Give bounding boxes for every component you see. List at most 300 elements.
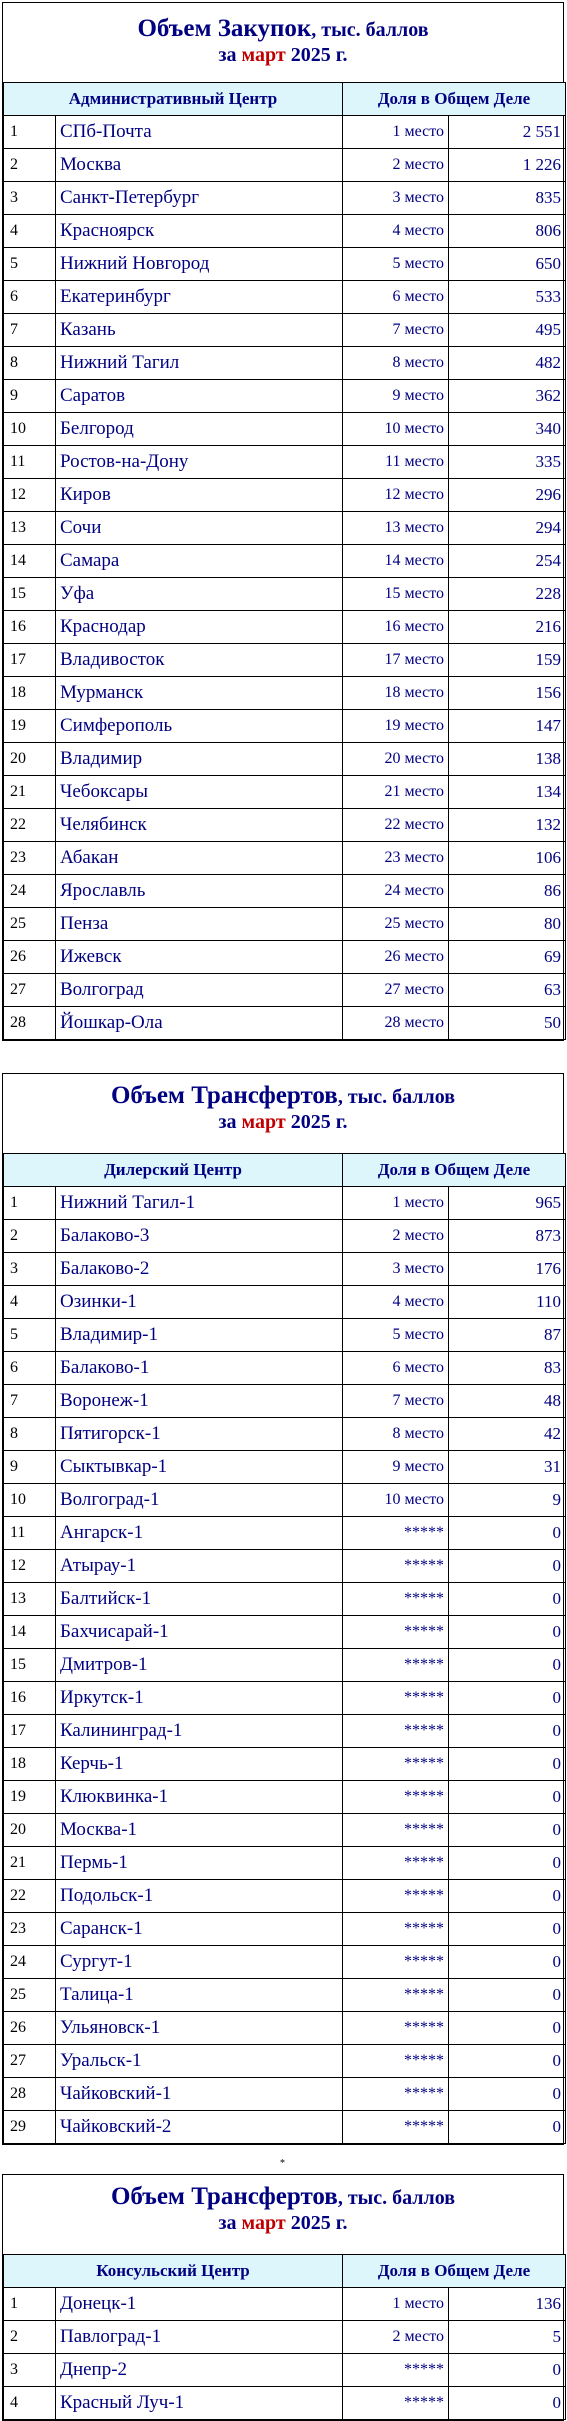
- rank-place: 15 место: [343, 578, 449, 611]
- dealer-transfers-table-block: [2, 1073, 564, 2145]
- center-name: Керчь-1: [56, 1748, 343, 1781]
- rank-place: *****: [343, 2354, 449, 2387]
- center-name: Дмитров-1: [56, 1649, 343, 1682]
- volume-value: 176: [449, 1253, 566, 1286]
- table-row: [4, 413, 566, 446]
- table-row: [4, 1187, 566, 1220]
- row-number: 7: [4, 314, 56, 347]
- table-row: [4, 2354, 566, 2387]
- dealer-transfers-period-prefix: за: [218, 1110, 237, 1133]
- center-name: Симферополь: [56, 710, 343, 743]
- dealer-transfers-header-row: [4, 1154, 566, 1187]
- dealer-transfers-title: [3, 1074, 563, 1153]
- center-name: Балтийск-1: [56, 1583, 343, 1616]
- table-row: [4, 1220, 566, 1253]
- table-row: [4, 314, 566, 347]
- row-number: 6: [4, 1352, 56, 1385]
- consular-transfers-period-month: март: [241, 2211, 286, 2234]
- center-name: Бахчисарай-1: [56, 1616, 343, 1649]
- center-name: Балаково-1: [56, 1352, 343, 1385]
- volume-value: 132: [449, 809, 566, 842]
- rank-place: 11 место: [343, 446, 449, 479]
- center-name: Ангарск-1: [56, 1517, 343, 1550]
- table-row: [4, 182, 566, 215]
- table-row: [4, 116, 566, 149]
- center-name: Мурманск: [56, 677, 343, 710]
- row-number: 18: [4, 677, 56, 710]
- table-row: [4, 446, 566, 479]
- rank-place: 10 место: [343, 1484, 449, 1517]
- rank-place: 25 место: [343, 908, 449, 941]
- center-name: Саранск-1: [56, 1913, 343, 1946]
- consular-transfers-title-suffix: , тыс. баллов: [337, 2187, 456, 2209]
- volume-value: 134: [449, 776, 566, 809]
- table-row: [4, 743, 566, 776]
- row-number: 3: [4, 2354, 56, 2387]
- purchases-table-block: [2, 2, 564, 1041]
- row-number: 23: [4, 1913, 56, 1946]
- volume-value: 9: [449, 1484, 566, 1517]
- center-name: Челябинск: [56, 809, 343, 842]
- center-name: Ульяновск-1: [56, 2012, 343, 2045]
- center-name: Волгоград: [56, 974, 343, 1007]
- table-row: [4, 1286, 566, 1319]
- volume-value: 0: [449, 1946, 566, 1979]
- row-number: 15: [4, 578, 56, 611]
- purchases-col-center: Административный Центр: [4, 83, 343, 116]
- consular-transfers-title: [3, 2175, 563, 2254]
- consular-transfers-title-main: Объем Трансфертов: [110, 2183, 338, 2210]
- center-name: Чайковский-1: [56, 2078, 343, 2111]
- volume-value: 0: [449, 2354, 566, 2387]
- rank-place: *****: [343, 1715, 449, 1748]
- volume-value: 87: [449, 1319, 566, 1352]
- volume-value: 0: [449, 1517, 566, 1550]
- volume-value: 806: [449, 215, 566, 248]
- table-row: [4, 1418, 566, 1451]
- rank-place: *****: [343, 2012, 449, 2045]
- row-number: 15: [4, 1649, 56, 1682]
- center-name: Владивосток: [56, 644, 343, 677]
- volume-value: 294: [449, 512, 566, 545]
- table-row: [4, 2111, 566, 2144]
- center-name: Иркутск-1: [56, 1682, 343, 1715]
- table-row: [4, 1583, 566, 1616]
- center-name: Балаково-2: [56, 1253, 343, 1286]
- volume-value: 110: [449, 1286, 566, 1319]
- volume-value: 156: [449, 677, 566, 710]
- center-name: Киров: [56, 479, 343, 512]
- row-number: 24: [4, 875, 56, 908]
- center-name: Пятигорск-1: [56, 1418, 343, 1451]
- volume-value: 296: [449, 479, 566, 512]
- row-number: 25: [4, 1979, 56, 2012]
- table-row: [4, 1616, 566, 1649]
- table-row: [4, 2321, 566, 2354]
- dealer-transfers-title-suffix: , тыс. баллов: [337, 1086, 456, 1108]
- table-row: [4, 908, 566, 941]
- volume-value: 0: [449, 2012, 566, 2045]
- rank-place: *****: [343, 1946, 449, 1979]
- row-number: 20: [4, 1814, 56, 1847]
- rank-place: 27 место: [343, 974, 449, 1007]
- row-number: 25: [4, 908, 56, 941]
- consular-transfers-col-share: Доля в Общем Деле: [343, 2255, 566, 2288]
- volume-value: 0: [449, 2045, 566, 2078]
- volume-value: 5: [449, 2321, 566, 2354]
- dealer-transfers-title-main: Объем Трансфертов: [110, 1082, 338, 1109]
- volume-value: 0: [449, 1682, 566, 1715]
- rank-place: 17 место: [343, 644, 449, 677]
- table-row: [4, 941, 566, 974]
- center-name: Нижний Тагил: [56, 347, 343, 380]
- purchases-header-row: [4, 83, 566, 116]
- rank-place: 2 место: [343, 149, 449, 182]
- rank-place: 1 место: [343, 2288, 449, 2321]
- rank-place: *****: [343, 1550, 449, 1583]
- row-number: 17: [4, 644, 56, 677]
- table-row: [4, 248, 566, 281]
- table-row: [4, 380, 566, 413]
- table-row: [4, 2078, 566, 2111]
- rank-place: 7 место: [343, 1385, 449, 1418]
- row-number: 14: [4, 545, 56, 578]
- volume-value: 495: [449, 314, 566, 347]
- table-row: [4, 776, 566, 809]
- volume-value: 63: [449, 974, 566, 1007]
- table-row: [4, 1715, 566, 1748]
- volume-value: 0: [449, 2078, 566, 2111]
- table-row: [4, 1682, 566, 1715]
- rank-place: 2 место: [343, 2321, 449, 2354]
- table-row: [4, 1814, 566, 1847]
- table-row: [4, 1352, 566, 1385]
- row-number: 2: [4, 149, 56, 182]
- row-number: 2: [4, 1220, 56, 1253]
- row-number: 2: [4, 2321, 56, 2354]
- table-row: [4, 611, 566, 644]
- center-name: Пенза: [56, 908, 343, 941]
- rank-place: 10 место: [343, 413, 449, 446]
- rank-place: 4 место: [343, 215, 449, 248]
- row-number: 17: [4, 1715, 56, 1748]
- purchases-title-suffix: , тыс. баллов: [311, 19, 429, 41]
- center-name: Озинки-1: [56, 1286, 343, 1319]
- rank-place: *****: [343, 1847, 449, 1880]
- rank-place: 22 место: [343, 809, 449, 842]
- center-name: Краснодар: [56, 611, 343, 644]
- table-row: [4, 2012, 566, 2045]
- rank-place: *****: [343, 1583, 449, 1616]
- row-number: 19: [4, 710, 56, 743]
- rank-place: *****: [343, 2078, 449, 2111]
- row-number: 3: [4, 1253, 56, 1286]
- volume-value: 138: [449, 743, 566, 776]
- rank-place: 16 место: [343, 611, 449, 644]
- center-name: Абакан: [56, 842, 343, 875]
- volume-value: 335: [449, 446, 566, 479]
- row-number: 9: [4, 380, 56, 413]
- volume-value: 362: [449, 380, 566, 413]
- table-row: [4, 1007, 566, 1040]
- row-number: 22: [4, 809, 56, 842]
- rank-place: *****: [343, 2387, 449, 2420]
- rank-place: 28 место: [343, 1007, 449, 1040]
- volume-value: 80: [449, 908, 566, 941]
- row-number: 26: [4, 2012, 56, 2045]
- rank-place: 9 место: [343, 380, 449, 413]
- rank-place: *****: [343, 2045, 449, 2078]
- rank-place: *****: [343, 1781, 449, 1814]
- volume-value: 0: [449, 1979, 566, 2012]
- center-name: Подольск-1: [56, 1880, 343, 1913]
- center-name: Екатеринбург: [56, 281, 343, 314]
- row-number: 8: [4, 1418, 56, 1451]
- row-number: 5: [4, 1319, 56, 1352]
- volume-value: 0: [449, 1781, 566, 1814]
- dealer-transfers-table: [3, 1153, 566, 2144]
- purchases-period-year: 2025 г.: [290, 43, 348, 66]
- volume-value: 42: [449, 1418, 566, 1451]
- volume-value: 965: [449, 1187, 566, 1220]
- row-number: 1: [4, 2288, 56, 2321]
- rank-place: *****: [343, 2111, 449, 2144]
- center-name: Москва: [56, 149, 343, 182]
- volume-value: 650: [449, 248, 566, 281]
- row-number: 11: [4, 1517, 56, 1550]
- dealer-transfers-col-center: Дилерский Центр: [4, 1154, 343, 1187]
- rank-place: 12 место: [343, 479, 449, 512]
- table-row: [4, 974, 566, 1007]
- row-number: 13: [4, 512, 56, 545]
- row-number: 10: [4, 413, 56, 446]
- table-row: [4, 1946, 566, 1979]
- rank-place: 8 место: [343, 1418, 449, 1451]
- dealer-transfers-period-year: 2025 г.: [290, 1110, 348, 1133]
- center-name: Казань: [56, 314, 343, 347]
- rank-place: 7 место: [343, 314, 449, 347]
- volume-value: 873: [449, 1220, 566, 1253]
- center-name: Красный Луч-1: [56, 2387, 343, 2420]
- center-name: Самара: [56, 545, 343, 578]
- center-name: Нижний Новгород: [56, 248, 343, 281]
- rank-place: 3 место: [343, 182, 449, 215]
- row-number: 21: [4, 776, 56, 809]
- volume-value: 86: [449, 875, 566, 908]
- center-name: Владимир: [56, 743, 343, 776]
- rank-place: *****: [343, 1616, 449, 1649]
- center-name: Донецк-1: [56, 2288, 343, 2321]
- row-number: 28: [4, 2078, 56, 2111]
- row-number: 20: [4, 743, 56, 776]
- volume-value: 0: [449, 1616, 566, 1649]
- volume-value: 50: [449, 1007, 566, 1040]
- center-name: Волгоград-1: [56, 1484, 343, 1517]
- rank-place: 21 место: [343, 776, 449, 809]
- center-name: Клюквинка-1: [56, 1781, 343, 1814]
- rank-place: 20 место: [343, 743, 449, 776]
- row-number: 21: [4, 1847, 56, 1880]
- table-row: [4, 2288, 566, 2321]
- rank-place: 5 место: [343, 248, 449, 281]
- center-name: СПб-Почта: [56, 116, 343, 149]
- table-row: [4, 1319, 566, 1352]
- volume-value: 2 551: [449, 116, 566, 149]
- dealer-transfers-period-month: март: [241, 1110, 286, 1133]
- table-row: [4, 1253, 566, 1286]
- rank-place: 1 место: [343, 116, 449, 149]
- row-number: 16: [4, 611, 56, 644]
- row-number: 24: [4, 1946, 56, 1979]
- volume-value: 0: [449, 1715, 566, 1748]
- center-name: Нижний Тагил-1: [56, 1187, 343, 1220]
- center-name: Сыктывкар-1: [56, 1451, 343, 1484]
- row-number: 8: [4, 347, 56, 380]
- table-row: [4, 512, 566, 545]
- separator-mark: *: [280, 2158, 285, 2169]
- row-number: 27: [4, 974, 56, 1007]
- rank-place: *****: [343, 1979, 449, 2012]
- table-row: [4, 479, 566, 512]
- center-name: Красноярск: [56, 215, 343, 248]
- table-row: [4, 1913, 566, 1946]
- center-name: Воронеж-1: [56, 1385, 343, 1418]
- table-row: [4, 1517, 566, 1550]
- row-number: 22: [4, 1880, 56, 1913]
- rank-place: *****: [343, 1913, 449, 1946]
- volume-value: 0: [449, 1583, 566, 1616]
- consular-transfers-table-block: [2, 2174, 564, 2421]
- volume-value: 1 226: [449, 149, 566, 182]
- rank-place: 6 место: [343, 281, 449, 314]
- center-name: Днепр-2: [56, 2354, 343, 2387]
- purchases-title-main: Объем Закупок: [137, 15, 312, 42]
- row-number: 27: [4, 2045, 56, 2078]
- rank-place: *****: [343, 1748, 449, 1781]
- consular-transfers-col-center: Консульский Центр: [4, 2255, 343, 2288]
- center-name: Уральск-1: [56, 2045, 343, 2078]
- rank-place: 6 место: [343, 1352, 449, 1385]
- rank-place: *****: [343, 1682, 449, 1715]
- center-name: Чайковский-2: [56, 2111, 343, 2144]
- table-row: [4, 1781, 566, 1814]
- purchases-period-month: март: [241, 43, 286, 66]
- volume-value: 69: [449, 941, 566, 974]
- table-row: [4, 281, 566, 314]
- rank-place: 23 место: [343, 842, 449, 875]
- volume-value: 31: [449, 1451, 566, 1484]
- volume-value: 147: [449, 710, 566, 743]
- row-number: 6: [4, 281, 56, 314]
- volume-value: 0: [449, 1649, 566, 1682]
- center-name: Пермь-1: [56, 1847, 343, 1880]
- center-name: Талица-1: [56, 1979, 343, 2012]
- table-row: [4, 1979, 566, 2012]
- row-number: 12: [4, 479, 56, 512]
- volume-value: 136: [449, 2288, 566, 2321]
- table-row: [4, 1880, 566, 1913]
- consular-transfers-header-row: [4, 2255, 566, 2288]
- volume-value: 0: [449, 1550, 566, 1583]
- purchases-title: [3, 3, 563, 82]
- rank-place: 19 место: [343, 710, 449, 743]
- consular-transfers-period-year: 2025 г.: [290, 2211, 348, 2234]
- volume-value: 835: [449, 182, 566, 215]
- row-number: 23: [4, 842, 56, 875]
- row-number: 11: [4, 446, 56, 479]
- purchases-col-share: Доля в Общем Деле: [343, 83, 566, 116]
- volume-value: 533: [449, 281, 566, 314]
- volume-value: 254: [449, 545, 566, 578]
- table-row: [4, 1484, 566, 1517]
- table-row: [4, 710, 566, 743]
- volume-value: 0: [449, 1748, 566, 1781]
- center-name: Йошкар-Ола: [56, 1007, 343, 1040]
- row-number: 10: [4, 1484, 56, 1517]
- center-name: Белгород: [56, 413, 343, 446]
- center-name: Сочи: [56, 512, 343, 545]
- rank-place: *****: [343, 1880, 449, 1913]
- table-row: [4, 578, 566, 611]
- center-name: Сургут-1: [56, 1946, 343, 1979]
- table-row: [4, 2045, 566, 2078]
- table-row: [4, 644, 566, 677]
- center-name: Ярославль: [56, 875, 343, 908]
- table-row: [4, 842, 566, 875]
- table-row: [4, 215, 566, 248]
- row-number: 13: [4, 1583, 56, 1616]
- row-number: 1: [4, 116, 56, 149]
- volume-value: 48: [449, 1385, 566, 1418]
- rank-place: *****: [343, 1814, 449, 1847]
- rank-place: 2 место: [343, 1220, 449, 1253]
- row-number: 29: [4, 2111, 56, 2144]
- volume-value: 0: [449, 1880, 566, 1913]
- table-row: [4, 809, 566, 842]
- center-name: Санкт-Петербург: [56, 182, 343, 215]
- rank-place: 18 место: [343, 677, 449, 710]
- rank-place: 1 место: [343, 1187, 449, 1220]
- table-row: [4, 347, 566, 380]
- table-row: [4, 2387, 566, 2420]
- center-name: Павлоград-1: [56, 2321, 343, 2354]
- table-row: [4, 1385, 566, 1418]
- row-number: 28: [4, 1007, 56, 1040]
- table-row: [4, 1748, 566, 1781]
- volume-value: 159: [449, 644, 566, 677]
- center-name: Ростов-на-Дону: [56, 446, 343, 479]
- rank-place: 24 место: [343, 875, 449, 908]
- center-name: Чебоксары: [56, 776, 343, 809]
- row-number: 12: [4, 1550, 56, 1583]
- row-number: 7: [4, 1385, 56, 1418]
- volume-value: 106: [449, 842, 566, 875]
- table-row: [4, 545, 566, 578]
- rank-place: 9 место: [343, 1451, 449, 1484]
- center-name: Уфа: [56, 578, 343, 611]
- row-number: 5: [4, 248, 56, 281]
- table-row: [4, 1550, 566, 1583]
- center-name: Ижевск: [56, 941, 343, 974]
- row-number: 16: [4, 1682, 56, 1715]
- rank-place: 4 место: [343, 1286, 449, 1319]
- purchases-table: [3, 82, 566, 1040]
- table-row: [4, 149, 566, 182]
- center-name: Саратов: [56, 380, 343, 413]
- volume-value: 83: [449, 1352, 566, 1385]
- center-name: Москва-1: [56, 1814, 343, 1847]
- rank-place: 8 место: [343, 347, 449, 380]
